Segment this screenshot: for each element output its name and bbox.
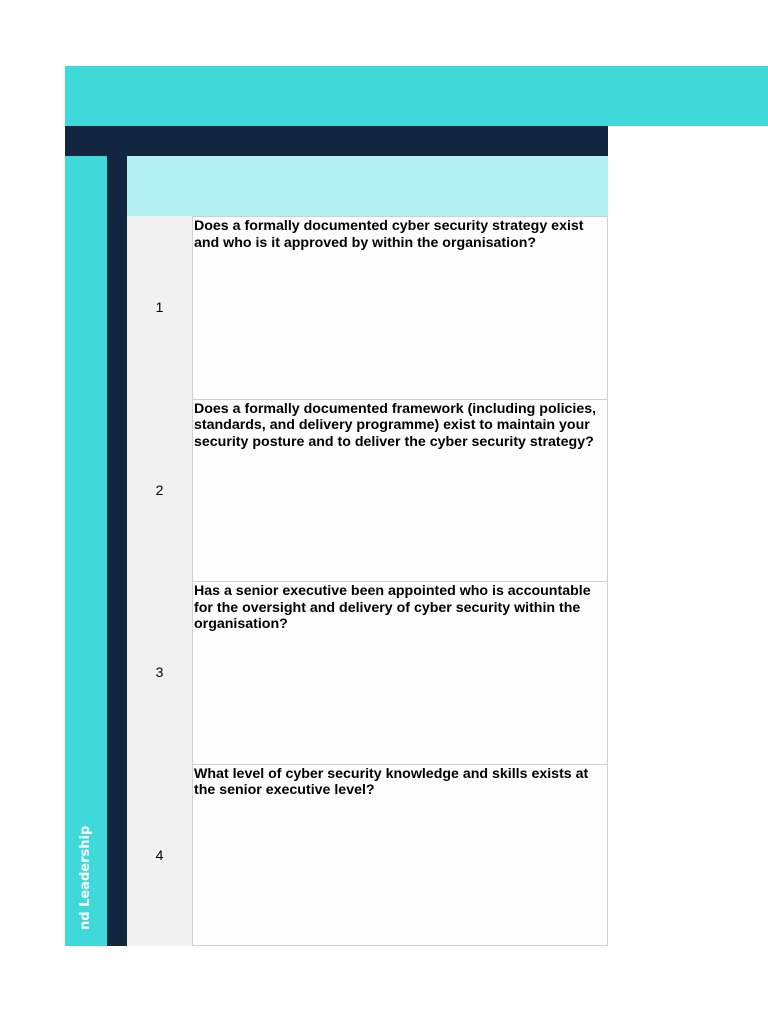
table-row (127, 399, 608, 582)
table-row (127, 581, 608, 764)
section-side-label: nd Leadership (78, 825, 93, 930)
question-number: 1 (127, 216, 192, 399)
question-number: 2 (127, 399, 192, 582)
table-row (127, 764, 608, 947)
question-text[interactable]: Does a formally documented cyber security strategy exist and who is it approved by within the organisation? (192, 216, 608, 399)
section-header-bar (65, 126, 608, 156)
question-number: 4 (127, 764, 192, 947)
table-header-row (127, 156, 608, 216)
header-band (65, 66, 768, 126)
navy-divider-strip (107, 156, 127, 946)
section-side-column (65, 156, 107, 946)
question-text[interactable]: What level of cyber security knowledge and skills exists at the senior executive level? (192, 764, 608, 947)
question-table (127, 216, 608, 946)
question-number: 3 (127, 581, 192, 764)
table-row (127, 216, 608, 399)
question-text[interactable]: Has a senior executive been appointed who is accountable for the oversight and delivery of cyber security within the organisation? (192, 581, 608, 764)
question-text[interactable]: Does a formally documented framework (including policies, standards, and delivery programme) exist to maintain your security posture and to deliver the cyber security strategy? (192, 399, 608, 582)
